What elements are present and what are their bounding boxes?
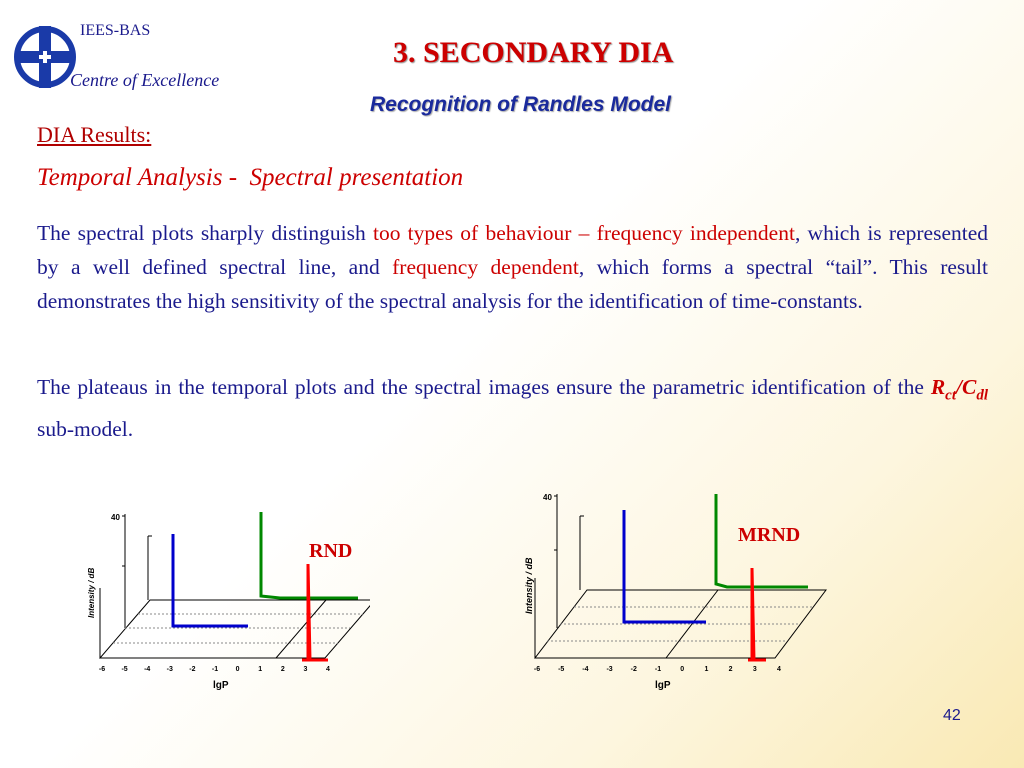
y-tick-label-40: 40 bbox=[543, 493, 552, 502]
rnd-spectral-plot bbox=[80, 508, 370, 694]
series-blue bbox=[624, 510, 706, 622]
mrnd-spectral-plot bbox=[520, 488, 830, 694]
x-tick-label: -6 bbox=[533, 666, 541, 673]
x-tick-label: -6 bbox=[98, 666, 106, 673]
x-tick-label: -1 bbox=[654, 666, 662, 673]
x-tick-label: -3 bbox=[166, 666, 173, 673]
x-tick-label: 0 bbox=[235, 666, 240, 673]
x-tick-label: 1 bbox=[258, 666, 263, 673]
divider-line bbox=[276, 600, 326, 658]
p2-c: C bbox=[961, 375, 977, 399]
iees-logo bbox=[14, 24, 76, 90]
x-tick-label: -5 bbox=[558, 666, 565, 673]
centre-name: Centre of Excellence bbox=[70, 70, 220, 90]
p1-text-e: , which forms a spectral “tail”. This result demonstrates the high sensitivity of the spectral analysis for the identification of time-constants. bbox=[37, 255, 988, 313]
x-tick-labels bbox=[99, 666, 330, 673]
y-axis-label: Intensity / dB bbox=[87, 567, 96, 618]
p2-r-sub: ct bbox=[945, 387, 956, 404]
p2-text-a: The plateaus in the temporal plots and the spectral images ensure the parametric identification of the bbox=[37, 375, 931, 399]
x-tick-label: -2 bbox=[189, 666, 196, 673]
x-tick-label: 0 bbox=[680, 666, 685, 673]
p1-text-d: frequency dependent bbox=[392, 255, 579, 279]
page-number: 42 bbox=[943, 707, 961, 724]
x-tick-labels bbox=[534, 666, 781, 673]
x-tick-label: 3 bbox=[303, 666, 308, 673]
heading-temporal: Temporal Analysis - bbox=[37, 164, 238, 191]
p1-text-b: too types of behaviour – frequency independent bbox=[372, 221, 795, 245]
x-tick-label: 3 bbox=[752, 666, 757, 673]
x-tick-label: 2 bbox=[280, 666, 285, 673]
slide-subtitle: Recognition of Randles Model bbox=[370, 93, 672, 116]
y-axis-label: Intensity / dB bbox=[524, 557, 534, 614]
p1-text-a: The spectral plots sharply distinguish bbox=[37, 221, 373, 245]
paragraph-2 bbox=[37, 370, 988, 446]
paragraph-1 bbox=[37, 216, 988, 318]
x-tick-label: -4 bbox=[144, 666, 151, 673]
x-tick-label: 4 bbox=[777, 666, 781, 673]
section-heading: DIA Results: bbox=[37, 122, 152, 147]
org-name: IEES-BAS bbox=[80, 22, 151, 39]
x-tick-label: 2 bbox=[728, 666, 733, 673]
x-tick-label: -1 bbox=[211, 666, 219, 673]
x-axis-label: lgP bbox=[213, 680, 229, 691]
x-tick-label: 1 bbox=[704, 666, 709, 673]
x-tick-label: -5 bbox=[121, 666, 128, 673]
p2-slash: / bbox=[956, 375, 962, 399]
p2-r: R bbox=[930, 375, 946, 399]
heading-spectral: Spectral presentation bbox=[249, 164, 464, 191]
base-plane bbox=[100, 600, 370, 658]
analysis-heading bbox=[37, 164, 463, 192]
series-red bbox=[748, 568, 766, 660]
x-tick-label: -3 bbox=[606, 666, 613, 673]
p2-text-end: sub-model. bbox=[37, 417, 134, 442]
x-tick-label: -4 bbox=[582, 666, 589, 673]
series-blue bbox=[173, 534, 248, 626]
x-axis-label: lgP bbox=[655, 680, 671, 691]
p2-c-sub: dl bbox=[976, 387, 988, 404]
slide-title: 3. SECONDARY DIA bbox=[393, 36, 674, 69]
x-tick-label: 4 bbox=[326, 666, 330, 673]
mrnd-label: MRND bbox=[738, 524, 801, 546]
p1-text-c: , which is represented by a well defined spectral line, and bbox=[37, 221, 988, 279]
x-tick-label: -2 bbox=[630, 666, 637, 673]
rnd-label: RND bbox=[309, 540, 353, 562]
y-tick-label-40: 40 bbox=[111, 513, 120, 522]
